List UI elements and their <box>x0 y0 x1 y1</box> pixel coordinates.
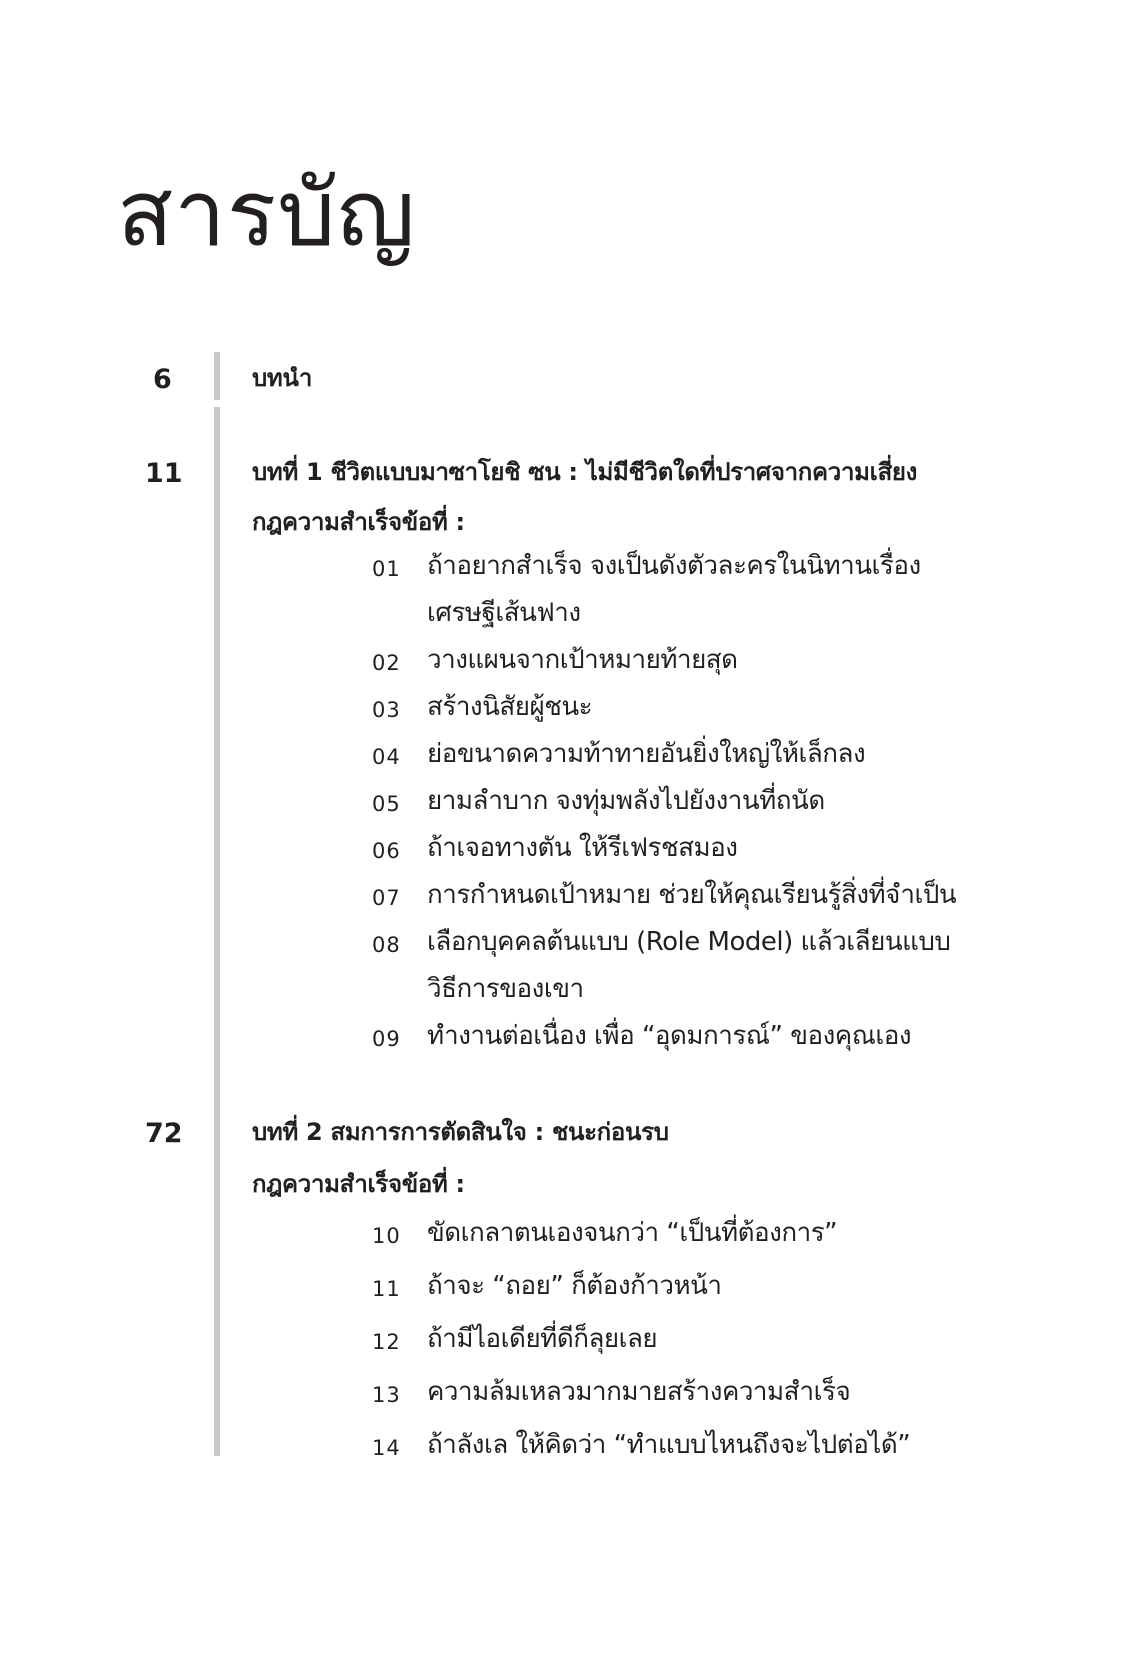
rule-number: 06 <box>372 839 401 863</box>
toc-subheading: กฎความสำเร็จข้อที่ : <box>252 508 465 536</box>
rule-number: 01 <box>372 557 401 581</box>
rule-title-continued: เศรษฐีเส้นฟาง <box>427 598 581 628</box>
toc-heading: บทที่ 2 สมการการตัดสินใจ : ชนะก่อนรบ <box>252 1118 669 1146</box>
rule-number: 11 <box>372 1277 401 1301</box>
toc-page-number: 11 <box>145 458 183 489</box>
toc-heading: บทที่ 1 ชีวิตแบบมาซาโยชิ ซน : ไม่มีชีวิตใดที่ปราศจากความเสี่ยง <box>252 458 918 486</box>
rule-number: 10 <box>372 1224 401 1248</box>
toc-page-number: 72 <box>145 1118 183 1149</box>
rule-title: ถ้าลังเล ให้คิดว่า “ทำแบบไหนถึงจะไปต่อได้” <box>427 1430 911 1460</box>
rule-number: 07 <box>372 886 401 910</box>
rule-number: 05 <box>372 792 401 816</box>
rule-title: ขัดเกลาตนเองจนกว่า “เป็นที่ต้องการ” <box>427 1218 838 1248</box>
rule-title: ทำงานต่อเนื่อง เพื่อ “อุดมการณ์” ของคุณเอง <box>427 1021 912 1051</box>
rule-number: 03 <box>372 698 401 722</box>
toc-subheading: กฎความสำเร็จข้อที่ : <box>252 1170 465 1198</box>
rule-title: วางแผนจากเป้าหมายท้ายสุด <box>427 645 738 675</box>
rule-title: ความล้มเหลวมากมายสร้างความสำเร็จ <box>427 1377 851 1407</box>
toc-divider-top <box>214 352 220 400</box>
rule-title: ถ้าจะ “ถอย” ก็ต้องก้าวหน้า <box>427 1271 722 1301</box>
toc-divider <box>214 407 220 1456</box>
rule-title: ถ้ามีไอเดียที่ดีก็ลุยเลย <box>427 1324 658 1354</box>
rule-number: 08 <box>372 933 401 957</box>
rule-title: ถ้าอยากสำเร็จ จงเป็นดังตัวละครในนิทานเรื่อง <box>427 551 921 581</box>
page-title: สารบัญ <box>117 160 417 267</box>
rule-number: 14 <box>372 1436 401 1460</box>
toc-page-number: 6 <box>153 364 172 395</box>
rule-number: 04 <box>372 745 401 769</box>
rule-number: 12 <box>372 1330 401 1354</box>
rule-title-continued: วิธีการของเขา <box>427 974 584 1004</box>
rule-title: สร้างนิสัยผู้ชนะ <box>427 692 593 722</box>
rule-number: 09 <box>372 1027 401 1051</box>
rule-number: 13 <box>372 1383 401 1407</box>
toc-heading: บทนำ <box>252 364 313 392</box>
rule-title: การกำหนดเป้าหมาย ช่วยให้คุณเรียนรู้สิ่งที่จำเป็น <box>427 880 957 910</box>
rule-number: 02 <box>372 651 401 675</box>
rule-title: ย่อขนาดความท้าทายอันยิ่งใหญ่ให้เล็กลง <box>427 739 866 769</box>
rule-title: ยามลำบาก จงทุ่มพลังไปยังงานที่ถนัด <box>427 786 825 816</box>
rule-title: ถ้าเจอทางตัน ให้รีเฟรชสมอง <box>427 833 738 863</box>
rule-title: เลือกบุคคลต้นแบบ (Role Model) แล้วเลียนแบบ <box>427 927 951 957</box>
